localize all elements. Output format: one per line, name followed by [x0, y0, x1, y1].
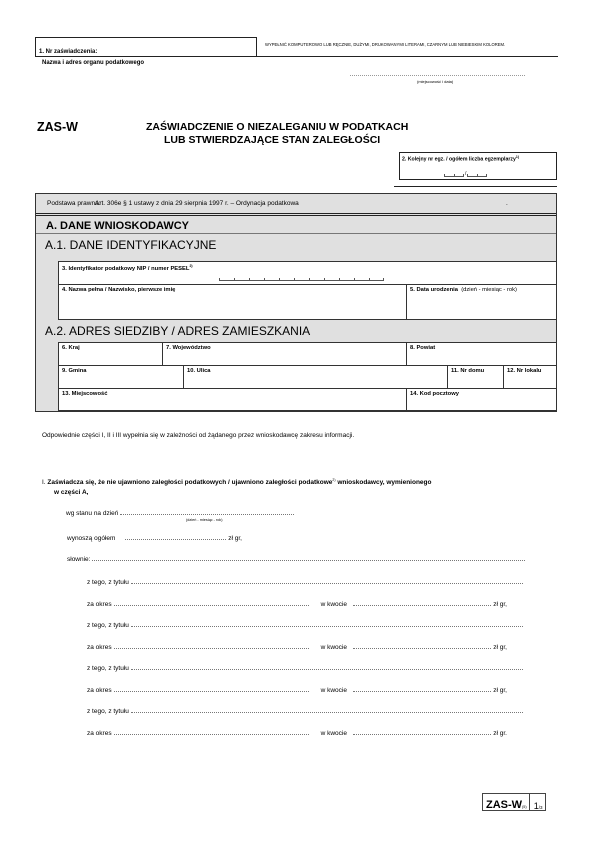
part1-heading-line2: w części A, — [54, 489, 89, 496]
nip-pesel-ticks — [219, 278, 384, 281]
voivodeship-field[interactable] — [162, 342, 407, 366]
part1-number: I. — [42, 479, 48, 487]
period-amount-row[interactable] — [87, 643, 507, 651]
nip-pesel-label: 3. Identyfikator podatkowy NIP / numer PESEL — [62, 265, 190, 272]
footnote-marker: 1) — [515, 155, 519, 159]
nip-pesel-field[interactable] — [58, 261, 557, 285]
title-row[interactable] — [87, 707, 525, 715]
page-total: /3 — [538, 805, 543, 810]
fill-instruction: WYPEŁNIĆ KOMPUTEROWO LUB RĘCZNIE, DUŻYMI, DRUKOWANYMI LITERAMI, CZARNYM LUB NIEBIESKIM KOLOREM. — [257, 37, 558, 57]
legal-basis-text: Art. 306e § 1 ustawy z dnia 29 sierpnia 1997 r. – Ordynacja podatkowa — [95, 200, 299, 207]
legal-basis-label: Podstawa prawna: — [47, 200, 101, 207]
birth-date-label: 5. Data urodzenia — [410, 287, 458, 293]
cert-number-field[interactable] — [35, 37, 257, 57]
title-label: z tego, z tytułu — [87, 665, 129, 672]
postal-code-label: 14. Kod pocztowy — [410, 391, 459, 397]
as-of-label: wg stanu na dzień — [66, 510, 119, 517]
copy-separator: / — [465, 171, 467, 177]
period-amount-row[interactable] — [87, 686, 507, 694]
house-number-field[interactable] — [447, 365, 504, 389]
section-a2-header: A.2. ADRES SIEDZIBY / ADRES ZAMIESZKANIA — [45, 324, 311, 338]
street-label: 10. Ulica — [187, 368, 211, 374]
period-label: za okres — [87, 644, 112, 651]
voivodeship-label: 7. Województwo — [166, 345, 211, 351]
amount-label: w kwocie — [320, 687, 347, 694]
full-name-field[interactable] — [58, 284, 407, 320]
form-title-line2: LUB STWIERDZAJĄCE STAN ZALEGŁOŚCI — [164, 134, 381, 146]
main-form-frame — [35, 193, 557, 412]
part1-heading — [42, 478, 432, 486]
cert-number-label: 1. Nr zaświadczenia: — [39, 49, 98, 55]
amount-label: w kwocie — [320, 644, 347, 651]
period-label: za okres — [87, 730, 112, 737]
legal-basis-trailing: . — [506, 200, 508, 207]
legal-basis-row — [36, 194, 556, 216]
copy-total-ticks — [467, 174, 487, 177]
amount-suffix: zł gr, — [493, 687, 507, 694]
period-amount-row[interactable] — [87, 600, 507, 608]
district-label: 8. Powiat — [410, 345, 436, 351]
copy-number-label: 2. Kolejny nr egz. / ogółem liczba egzemplarzy — [402, 156, 516, 163]
copy-box-underline — [394, 186, 557, 187]
city-field[interactable] — [58, 388, 407, 411]
place-date-line[interactable] — [350, 75, 525, 76]
district-field[interactable] — [406, 342, 557, 366]
section-a1-header: A.1. DANE IDENTYFIKACYJNE — [45, 238, 217, 252]
office-label: Nazwa i adres organu podatkowego — [42, 60, 145, 66]
amount-label: w kwocie — [320, 730, 347, 737]
apartment-number-label: 12. Nr lokalu — [507, 368, 542, 374]
amount-suffix: zł gr, — [493, 601, 507, 608]
in-words-row[interactable] — [67, 555, 527, 563]
title-row[interactable] — [87, 664, 525, 672]
total-suffix: zł gr, — [228, 535, 242, 542]
footer-form-code: ZAS-W — [486, 799, 523, 811]
footer-form-badge — [482, 793, 546, 811]
total-label: wynoszą ogółem — [67, 535, 116, 542]
form-title-line1: ZAŚWIADCZENIE O NIEZALEGANIU W PODATKACH — [146, 121, 409, 133]
title-label: z tego, z tytułu — [87, 708, 129, 715]
title-label: z tego, z tytułu — [87, 622, 129, 629]
country-label: 6. Kraj — [62, 345, 80, 351]
copy-number-ticks — [444, 174, 464, 177]
part1-statement-rest: wnioskodawcy, wymienionego — [335, 479, 432, 487]
in-words-label: słownie: — [67, 556, 91, 563]
title-row[interactable] — [87, 578, 525, 586]
footnote-marker: 2) — [332, 478, 336, 482]
birth-date-hint: (dzień - miesiąc - rok) — [461, 287, 517, 293]
as-of-hint: (dzień - miesiąc - rok) — [186, 518, 223, 522]
house-number-label: 11. Nr domu — [451, 368, 485, 374]
country-field[interactable] — [58, 342, 163, 366]
commune-label: 9. Gmina — [62, 368, 87, 374]
page-number: 1 — [533, 801, 539, 811]
as-of-date-row[interactable] — [66, 509, 296, 517]
period-label: za okres — [87, 687, 112, 694]
postal-code-field[interactable] — [406, 388, 557, 411]
street-field[interactable] — [183, 365, 448, 389]
part1-statement: Zaświadcza się, że nie ujawniono zaległości podatkowych / ujawniono zaległości podatkowe — [47, 479, 333, 487]
title-label: z tego, z tytułu — [87, 579, 129, 586]
birth-date-field[interactable] — [406, 284, 557, 320]
amount-suffix: zł gr, — [493, 644, 507, 651]
period-amount-row[interactable] — [87, 729, 507, 737]
apartment-number-field[interactable] — [503, 365, 557, 389]
commune-field[interactable] — [58, 365, 184, 389]
parts-note: Odpowiednie części I, II i III wypełnia się w zależności od żądanego przez wnioskodawcę zakresu informacji. — [42, 432, 355, 439]
total-row[interactable] — [67, 534, 242, 542]
footer-version: (5) — [522, 805, 527, 809]
amount-suffix: zł gr. — [493, 730, 507, 737]
footnote-marker: 2) — [189, 264, 193, 268]
title-row[interactable] — [87, 621, 525, 629]
city-label: 13. Miejscowość — [62, 391, 108, 397]
copy-number-field[interactable] — [399, 152, 557, 180]
place-date-caption: (miejscowość i data) — [417, 79, 454, 84]
full-name-label: 4. Nazwa pełna / Nazwisko, pierwsze imię — [62, 287, 176, 293]
amount-label: w kwocie — [320, 601, 347, 608]
period-label: za okres — [87, 601, 112, 608]
section-a-header: A. DANE WNIOSKODAWCY — [36, 217, 556, 234]
form-code: ZAS-W — [37, 120, 78, 134]
